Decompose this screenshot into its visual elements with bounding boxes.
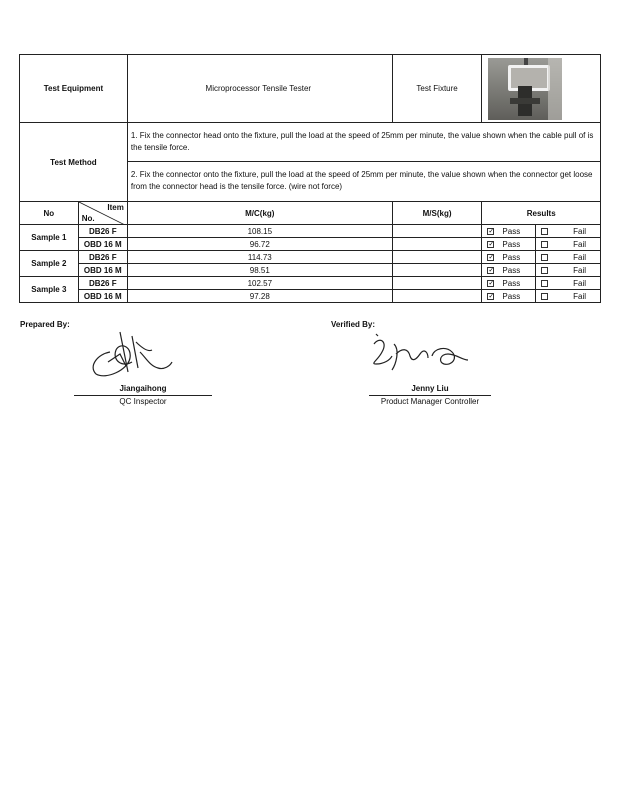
verified-by-label: Verified By: <box>331 320 376 329</box>
pass-checkbox[interactable]: ✓ <box>488 240 495 248</box>
pass-checkbox[interactable]: ✓ <box>488 266 495 274</box>
fail-cell <box>535 277 600 290</box>
item-cell: OBD 16 M <box>78 238 127 251</box>
fail-label: Fail <box>573 239 586 249</box>
prepared-signature-line <box>74 395 212 396</box>
method-label: Test Method <box>20 123 128 202</box>
item-cell: DB26 F <box>78 225 127 238</box>
mc-value: 96.72 <box>127 238 392 251</box>
table-row <box>20 277 601 290</box>
pass-label: Pass <box>502 226 521 236</box>
equipment-value: Microprocessor Tensile Tester <box>127 55 392 123</box>
fail-checkbox[interactable] <box>541 254 548 261</box>
mc-value: 102.57 <box>127 277 392 290</box>
table-header-row <box>20 202 601 225</box>
table-row <box>20 225 601 238</box>
pass-label: Pass <box>502 239 521 249</box>
col-header-item <box>78 202 127 225</box>
col-header-no: No <box>20 202 79 225</box>
ms-value <box>392 277 482 290</box>
fail-checkbox[interactable] <box>541 241 548 248</box>
mc-value: 114.73 <box>127 251 392 264</box>
pass-cell <box>482 251 535 264</box>
table-row <box>20 251 601 264</box>
pass-checkbox[interactable]: ✓ <box>488 253 495 261</box>
equipment-row <box>20 55 601 123</box>
method-row-1 <box>20 123 601 162</box>
pass-checkbox[interactable]: ✓ <box>488 227 495 235</box>
pass-cell <box>482 264 535 277</box>
tensile-fixture-photo <box>488 58 562 120</box>
col-header-ms-cell <box>392 202 482 225</box>
item-cell: DB26 F <box>78 251 127 264</box>
fail-checkbox[interactable] <box>541 293 548 300</box>
fail-cell <box>535 290 600 303</box>
method-step-2: 2. Fix the connector onto the fixture, pull the load at the speed of 25mm per minute, the value shown when the connector get loose from the connector head is the tensile force. (wire not force) <box>127 162 600 202</box>
ms-value <box>392 225 482 238</box>
verified-role: Product Manager Controller <box>380 397 480 406</box>
ms-value <box>392 238 482 251</box>
table-row <box>20 290 601 303</box>
sample-label: Sample 3 <box>20 277 79 303</box>
ms-value <box>392 251 482 264</box>
prepared-name: Jiangaihong <box>119 384 167 393</box>
col-header-mc: M/C(kg) <box>127 202 392 225</box>
col-header-no-short: No. <box>81 214 95 223</box>
pass-checkbox[interactable]: ✓ <box>488 279 495 287</box>
fail-checkbox[interactable] <box>541 228 548 235</box>
pass-label: Pass <box>502 291 521 301</box>
sample-label: Sample 1 <box>20 225 79 251</box>
fail-label: Fail <box>573 252 586 262</box>
verified-name: Jenny Liu <box>411 384 449 393</box>
item-cell: OBD 16 M <box>78 290 127 303</box>
pass-label: Pass <box>502 265 521 275</box>
fail-label: Fail <box>573 291 586 301</box>
ms-value <box>392 290 482 303</box>
mc-value: 97.28 <box>127 290 392 303</box>
fixture-label: Test Fixture <box>392 55 482 123</box>
equipment-label: Test Equipment <box>20 55 128 123</box>
tensile-test-table <box>19 54 601 303</box>
pass-cell <box>482 225 535 238</box>
prepared-signature <box>80 322 190 384</box>
fail-cell <box>535 225 600 238</box>
pass-cell <box>482 238 535 251</box>
mc-value: 98.51 <box>127 264 392 277</box>
pass-checkbox[interactable]: ✓ <box>488 292 495 300</box>
fail-label: Fail <box>573 278 586 288</box>
col-header-item-label: Item <box>107 203 124 212</box>
pass-label: Pass <box>502 252 521 262</box>
prepared-role: QC Inspector <box>119 397 167 406</box>
fail-checkbox[interactable] <box>541 267 548 274</box>
sample-label: Sample 2 <box>20 251 79 277</box>
fail-label: Fail <box>573 265 586 275</box>
fixture-image-cell <box>482 55 601 123</box>
verified-signature-line <box>369 395 491 396</box>
item-cell: OBD 16 M <box>78 264 127 277</box>
fail-cell <box>535 251 600 264</box>
pass-cell <box>482 290 535 303</box>
verified-signature <box>366 330 476 378</box>
pass-label: Pass <box>502 278 521 288</box>
ms-value <box>392 264 482 277</box>
col-header-results: Results <box>482 202 601 225</box>
item-cell: DB26 F <box>78 277 127 290</box>
table-row <box>20 238 601 251</box>
col-header-ms-label: M/S(kg) <box>422 208 452 218</box>
pass-cell <box>482 277 535 290</box>
method-step-1: 1. Fix the connector head onto the fixture, pull the load at the speed of 25mm per minute, the value shown when the cable pull of is the tensile force. <box>127 123 600 162</box>
fail-checkbox[interactable] <box>541 280 548 287</box>
fail-label: Fail <box>573 226 586 236</box>
mc-value: 108.15 <box>127 225 392 238</box>
fail-cell <box>535 264 600 277</box>
prepared-by-label: Prepared By: <box>20 320 70 329</box>
fail-cell <box>535 238 600 251</box>
table-row <box>20 264 601 277</box>
